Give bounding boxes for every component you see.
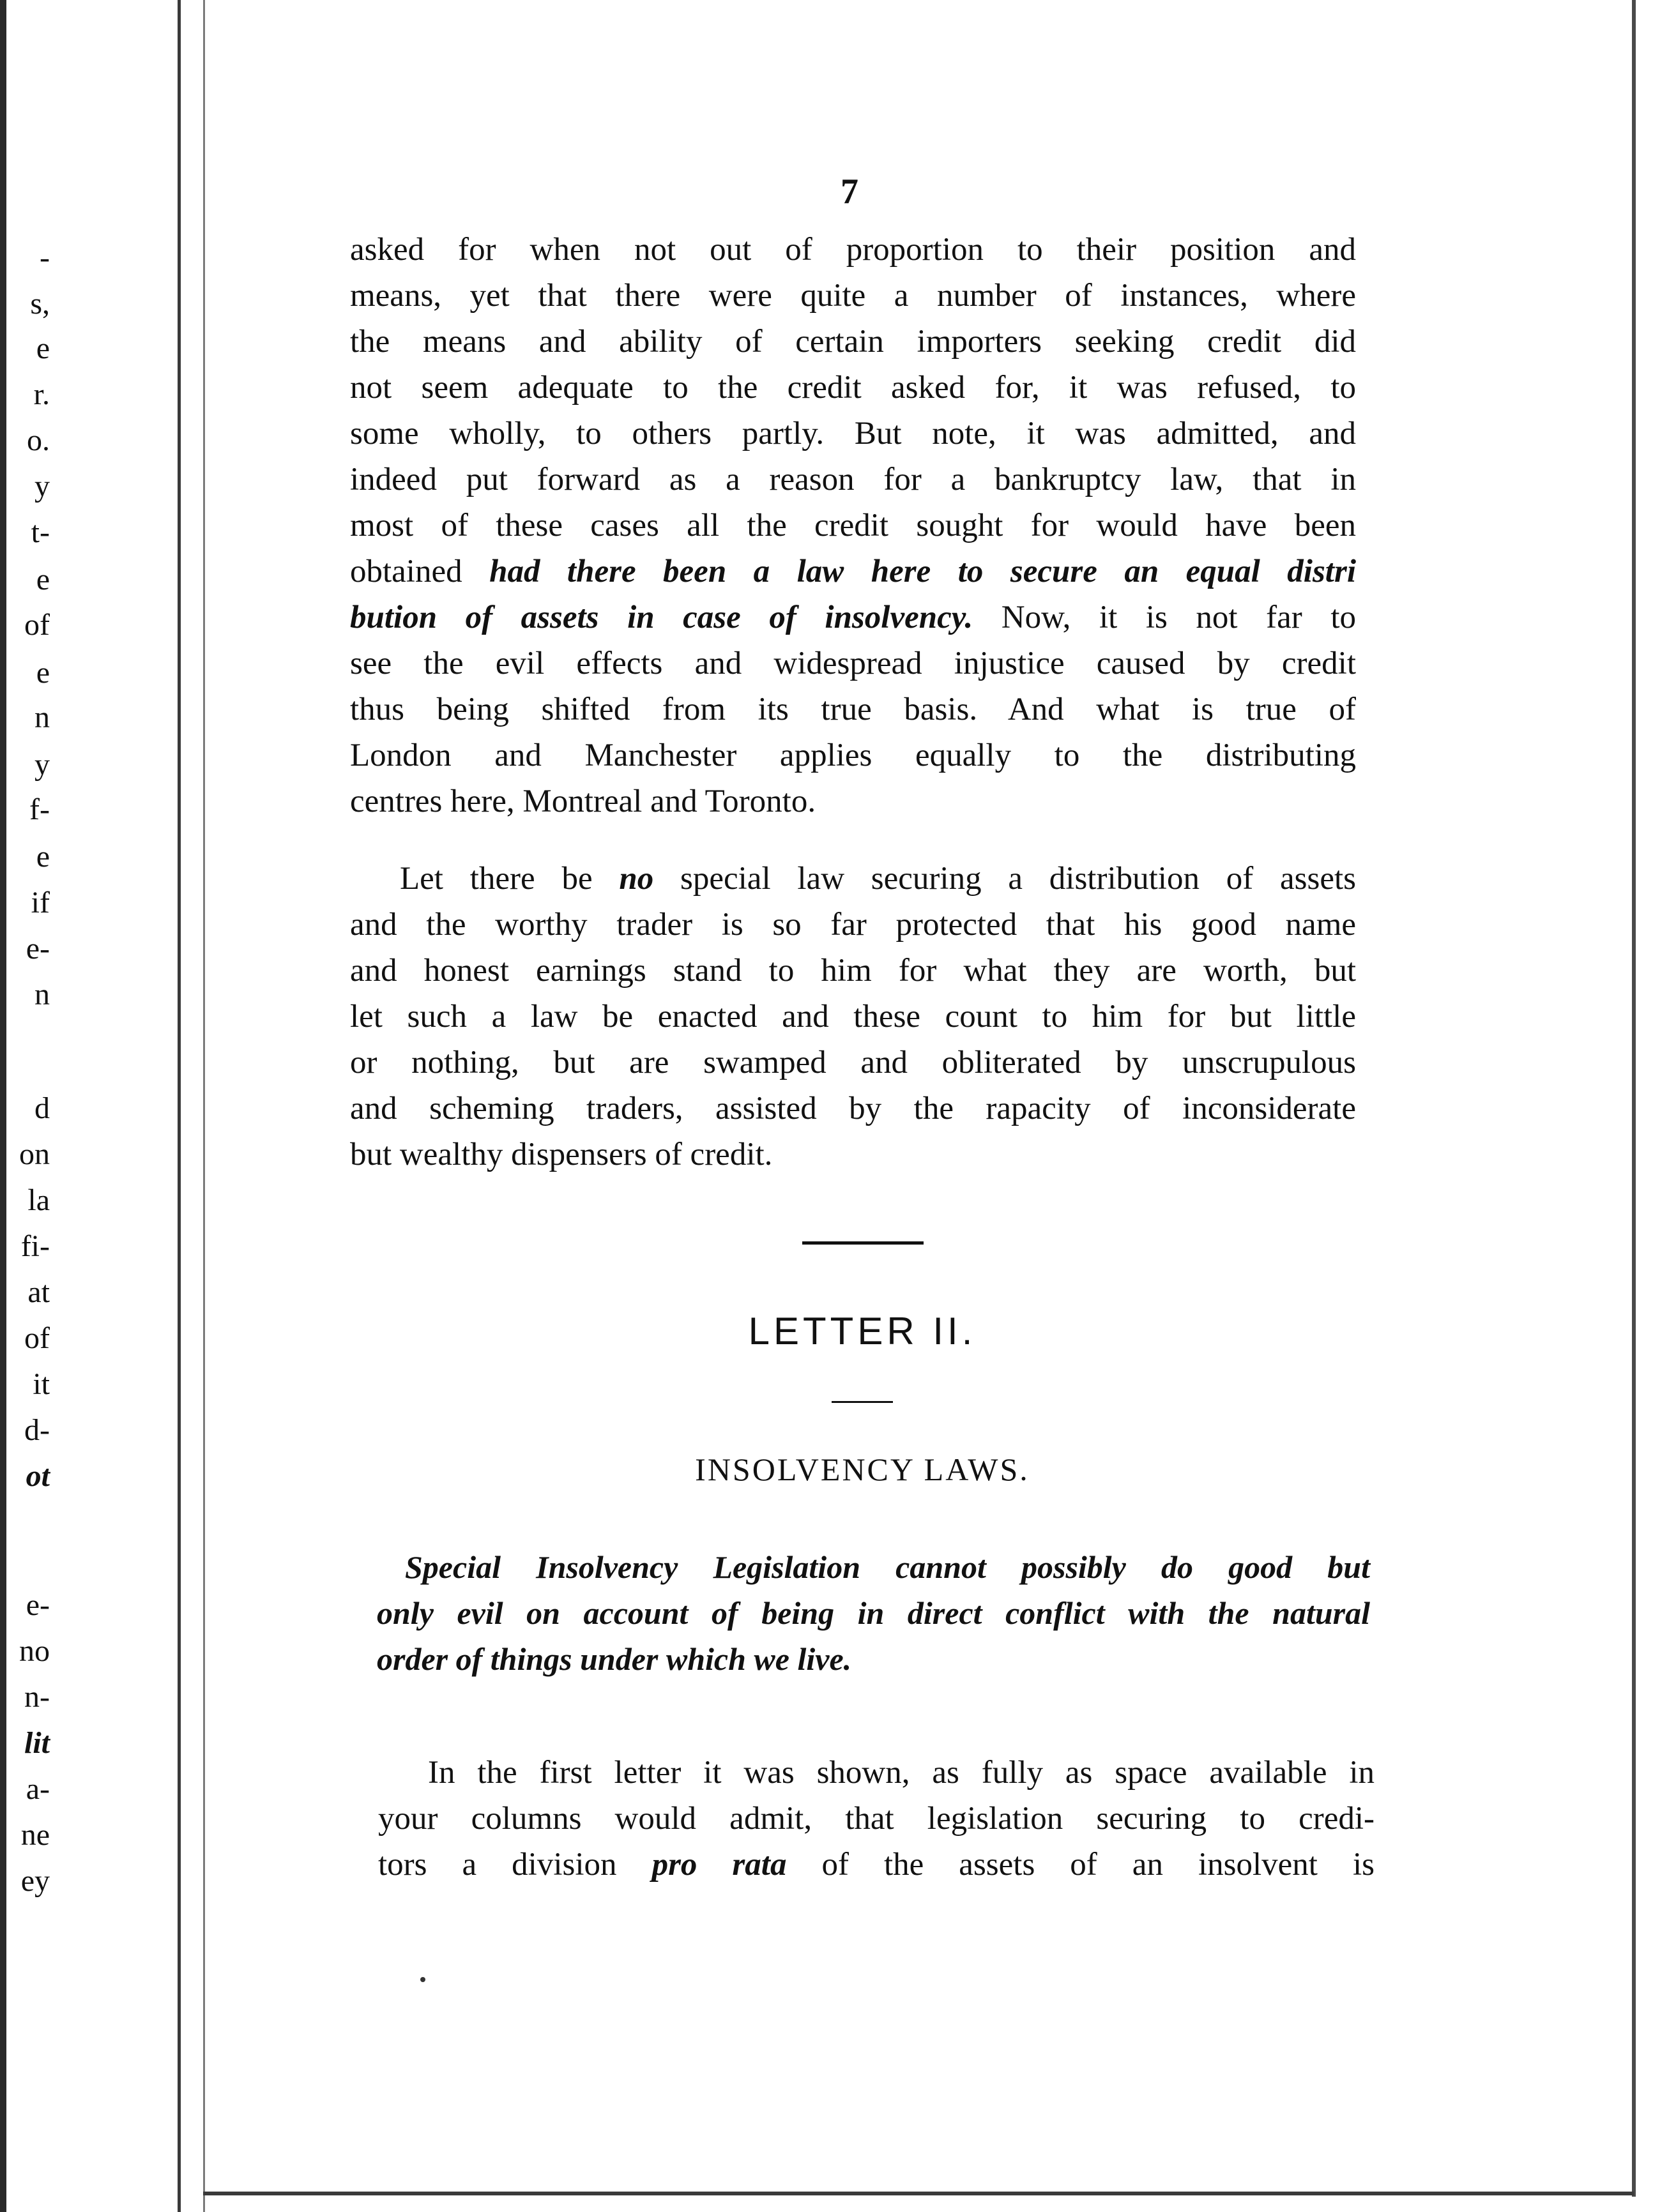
text-line: indeed put forward as a reason for a bankruptcy law, that in (350, 462, 1356, 497)
fragment: ey (20, 1864, 50, 1898)
fragment: e- (26, 1588, 50, 1622)
fragment: n- (24, 1680, 50, 1714)
section-divider (802, 1241, 924, 1245)
gutter-line (178, 0, 181, 2212)
text-line: London and Manchester applies equally to the distributing (350, 738, 1356, 773)
text-line: let such a law be enacted and these count to him for but little (350, 999, 1356, 1034)
text-line: means, yet that there were quite a number of instances, where (350, 278, 1356, 314)
fragment: a- (26, 1772, 50, 1806)
fragment: ne (20, 1818, 50, 1852)
fragment: d- (24, 1413, 50, 1447)
text-line (350, 595, 1356, 640)
text-run: special law securing a distribution of assets (653, 861, 1356, 897)
fragment: f- (29, 792, 50, 826)
text-line: and scheming traders, assisted by the rapacity of inconsiderate (350, 1091, 1356, 1126)
fragment: e (36, 563, 50, 596)
page-edge-line (203, 0, 205, 2212)
text-line: thus being shifted from its true basis. And what is true of (350, 692, 1356, 727)
text-line: the means and ability of certain importers seeking credit did (350, 324, 1356, 360)
fragment: no (19, 1634, 50, 1668)
facing-page-fragments (0, 0, 77, 2212)
text-run: Let there be (400, 861, 620, 897)
heading-divider (832, 1401, 893, 1403)
fragment: o. (27, 423, 50, 457)
paragraph (378, 1750, 1375, 1888)
italic-text: had there been a law here to secure an equal distri (489, 554, 1356, 589)
fragment: e (36, 840, 50, 874)
text-run: obtained (350, 554, 490, 589)
fragment: at (27, 1275, 50, 1309)
fragment: lit (24, 1726, 50, 1760)
fragment: s, (30, 287, 50, 321)
letter-summary (377, 1544, 1370, 1682)
fragment: r. (33, 377, 50, 411)
fragment: n (34, 978, 50, 1011)
text-line: some wholly, to others partly. But note, it was admitted, and (350, 416, 1356, 451)
fragment: y (34, 748, 50, 782)
text-line: not seem adequate to the credit asked for, it was refused, to (350, 370, 1356, 405)
fragment: on (19, 1137, 50, 1171)
page-bottom-edge (203, 2192, 1634, 2195)
paragraph-continuation (350, 227, 1356, 824)
text-line: In the first letter it was shown, as fully as space available in (428, 1755, 1375, 1791)
text-line (378, 1842, 1375, 1888)
text-line: order of things under which we live. (377, 1641, 852, 1677)
text-line: your columns would admit, that legislation securing to credi- (378, 1801, 1375, 1837)
fragment: of (24, 1321, 50, 1355)
text-line: or nothing, but are swamped and obliterated by unscrupulous (350, 1045, 1356, 1080)
section-heading: INSOLVENCY LAWS. (695, 1451, 1030, 1487)
page-right-edge (1632, 0, 1636, 2197)
text-line: asked for when not out of proportion to their position and (350, 232, 1356, 268)
text-line: see the evil effects and widespread injustice caused by credit (350, 646, 1356, 681)
paragraph (350, 856, 1356, 1178)
text-line: but wealthy dispensers of credit. (350, 1137, 773, 1172)
text-line: Special Insolvency Legislation cannot possibly do good but (405, 1549, 1370, 1585)
fragment: d (34, 1091, 50, 1125)
scan-speck (420, 1977, 425, 1982)
text-run: Now, it is not far to (973, 600, 1356, 635)
fragment: if (31, 886, 50, 920)
text-run: tors a division (378, 1847, 652, 1882)
fragment: y (34, 469, 50, 503)
fragment: e (36, 656, 50, 690)
fragment: fi- (20, 1229, 50, 1263)
fragment: t- (31, 515, 50, 549)
italic-text: bution of assets in case of insolvency. (350, 600, 973, 635)
letter-heading: LETTER II. (748, 1310, 977, 1352)
text-line: centres here, Montreal and Toronto. (350, 784, 816, 819)
page-number: 7 (841, 172, 858, 211)
text-line (350, 549, 1356, 595)
fragment: e- (26, 932, 50, 966)
fragment: it (33, 1367, 50, 1401)
fragment: ot (26, 1459, 50, 1493)
fragment: n (34, 701, 50, 734)
fragment: e (36, 331, 50, 365)
text-line: only evil on account of being in direct conflict with the natural (377, 1595, 1370, 1631)
text-line: and the worthy trader is so far protected that his good name (350, 907, 1356, 943)
text-run: of the assets of an insolvent is (786, 1847, 1375, 1882)
text-line (350, 856, 1356, 902)
fragment: la (27, 1183, 50, 1217)
fragment: - (40, 241, 50, 275)
text-line: and honest earnings stand to him for what they are worth, but (350, 953, 1356, 989)
text-line: most of these cases all the credit sought for would have been (350, 508, 1356, 543)
italic-text: pro rata (651, 1847, 787, 1882)
italic-text: no (619, 861, 654, 897)
fragment: of (24, 608, 50, 642)
